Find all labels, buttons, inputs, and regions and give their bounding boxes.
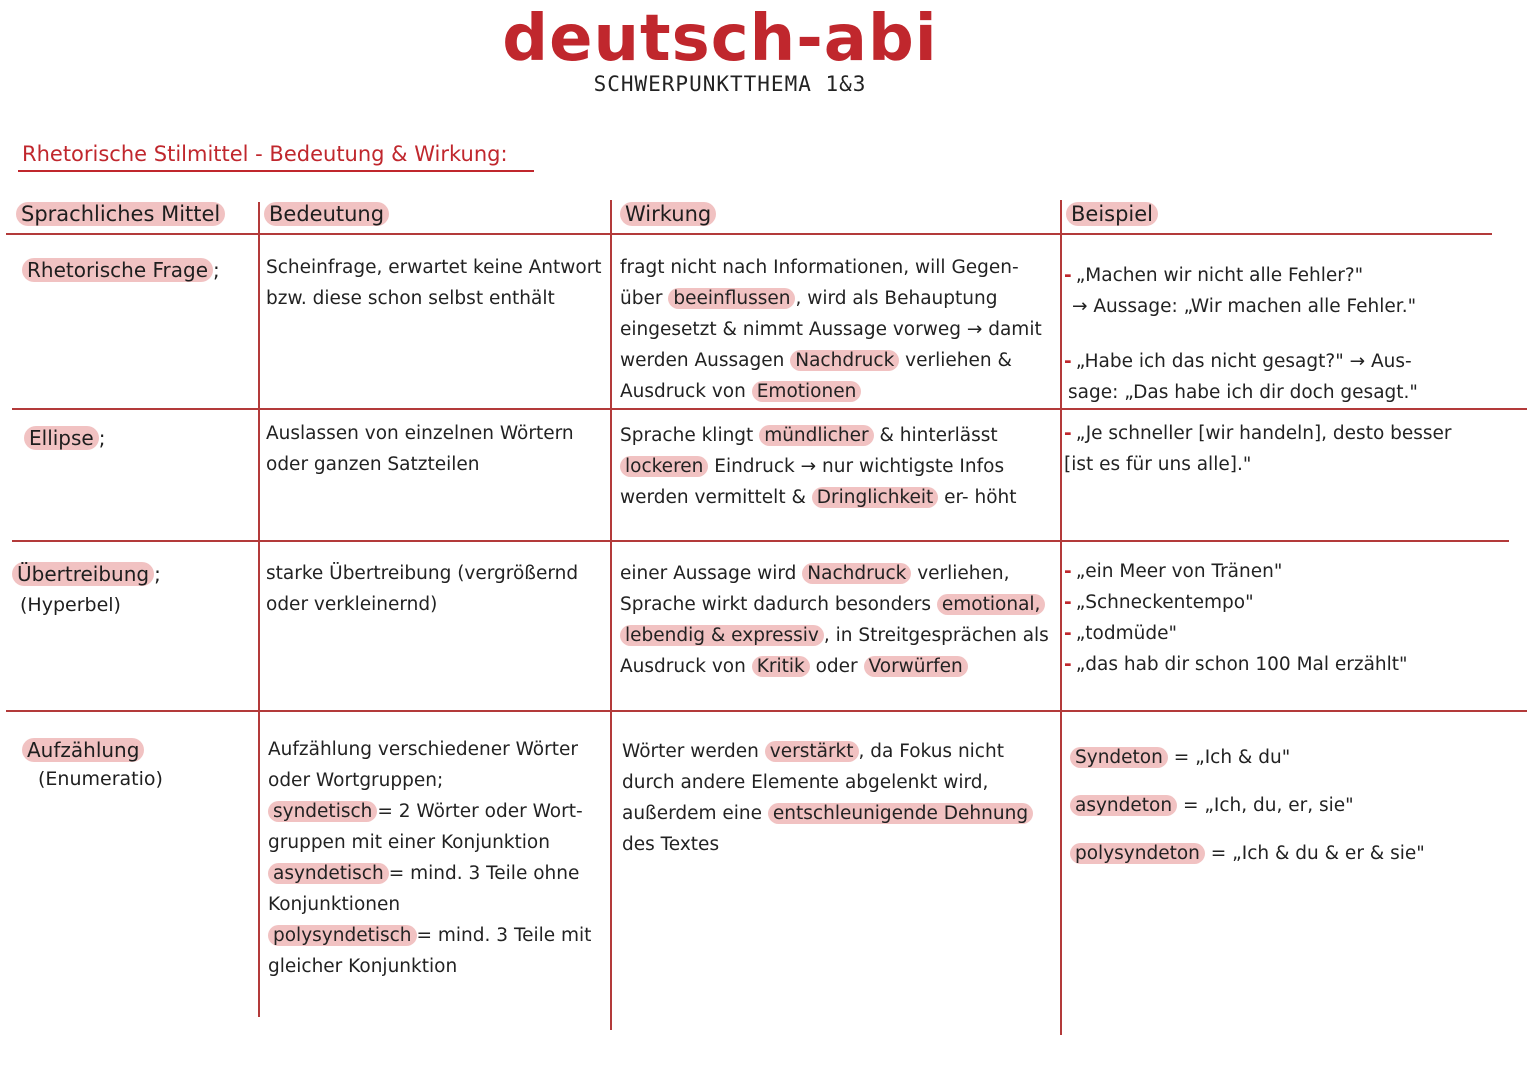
wirkung-text: , in Streitgesprächen als Ausdruck von [620, 625, 1049, 677]
bedeutung-highlight: syndetisch [268, 801, 377, 822]
grid-col-2 [610, 200, 612, 1030]
row-term [24, 424, 105, 452]
example-item: - „Schneckentempo" [1064, 592, 1254, 613]
wirkung-text: des Textes [622, 834, 720, 855]
term-suffix: ; [98, 426, 106, 450]
wirkung-highlight: entschleunigende Dehnung [768, 803, 1033, 824]
bedeutung-text: = 2 Wörter oder Wort- gruppen mit einer Konjunktion [268, 801, 583, 853]
example-item: - „Machen wir nicht alle Fehler?" [1064, 265, 1364, 286]
bedeutung-highlight: polysyndetisch [268, 925, 417, 946]
row-wirkung [620, 420, 1050, 513]
wirkung-text: verliehen & Ausdruck von [620, 350, 1012, 402]
wirkung-text: , wird als Behauptung eingesetzt & nimmt Aussage vorweg → damit werden Aussagen [620, 288, 1042, 371]
wirkung-highlight: beeinflussen [668, 288, 795, 309]
row-beispiel [1064, 260, 1524, 408]
wirkung-highlight: mündlicher [759, 425, 873, 446]
example-item: - „das hab dir schon 100 Mal erzählt" [1064, 654, 1408, 675]
grid-line-row3 [6, 710, 1527, 712]
row-wirkung [622, 736, 1052, 860]
row-beispiel [1070, 734, 1520, 878]
wirkung-highlight: Nachdruck [790, 350, 899, 371]
grid-col-1 [258, 202, 260, 1017]
example-item: - „todmüde" [1064, 623, 1177, 644]
example-item: - „Habe ich das nicht gesagt?" → Aus- [1064, 351, 1412, 372]
row-term-sub: (Hyperbel) [20, 594, 121, 616]
example-item: - „ein Meer von Tränen" [1064, 561, 1283, 582]
wirkung-text: Eindruck → nur wichtigste Infos werden vermittelt & [620, 456, 1005, 508]
grid-col-3 [1060, 200, 1062, 1035]
term-highlight: Rhetorische Frage [22, 258, 213, 282]
row-term [22, 736, 144, 764]
bedeutung-entry [268, 796, 598, 858]
example-item: sage: „Das habe ich dir doch gesagt." [1068, 382, 1418, 403]
example-item: Syndeton = „Ich & du" [1070, 734, 1520, 782]
row-beispiel [1064, 418, 1524, 480]
wirkung-text: er- höht [938, 487, 1017, 508]
row-wirkung [620, 252, 1054, 407]
example-item: → Aussage: „Wir machen alle Fehler." [1072, 296, 1417, 317]
wirkung-text: fragt nicht nach Informationen, will Gegen- über [620, 257, 1019, 309]
term-suffix: ; [213, 258, 220, 282]
page-subtitle: SCHWERPUNKTTHEMA 1&3 [593, 72, 867, 96]
row-term [12, 560, 161, 588]
wirkung-text: , da Fokus nicht durch andere Elemente abgelenkt wird, außerdem eine [622, 741, 1004, 824]
row-term [22, 256, 220, 284]
row-term-sub: (Enumeratio) [38, 768, 163, 790]
term-highlight: Übertreibung [12, 562, 154, 586]
row-beispiel [1064, 556, 1524, 680]
example-item: polysyndeton = „Ich & du & er & sie" [1070, 830, 1520, 878]
bedeutung-entry [268, 920, 598, 982]
bedeutung-text: = mind. 3 Teile ohne Konjunktionen [268, 863, 580, 915]
column-header-wirkung: Wirkung [620, 202, 716, 226]
wirkung-text: Wörter werden [622, 741, 765, 762]
row-wirkung [620, 558, 1052, 682]
wirkung-text: Sprache klingt [620, 425, 760, 446]
term-highlight: Aufzählung [22, 738, 144, 762]
wirkung-highlight: verstärkt [765, 741, 859, 762]
row-bedeutung: starke Übertreibung (vergrößernd oder verkleinernd) [266, 563, 579, 615]
section-heading: Rhetorische Stilmittel - Bedeutung & Wirkung: [22, 142, 508, 166]
row-bedeutung [268, 734, 598, 982]
bedeutung-highlight: asyndetisch [268, 863, 389, 884]
grid-line-header [6, 233, 1492, 235]
wirkung-highlight: emotional, lebendig & expressiv [620, 594, 1045, 646]
bedeutung-text: Aufzählung verschiedener Wörter oder Wortgruppen; [268, 739, 578, 791]
wirkung-highlight: Vorwürfen [864, 656, 968, 677]
example-item: - „Je schneller [wir handeln], desto besser [1064, 423, 1452, 444]
bedeutung-entry [268, 858, 598, 920]
wirkung-text: oder [809, 656, 864, 677]
example-item: asyndeton = „Ich, du, er, sie" [1070, 782, 1520, 830]
column-header-bedeutung: Bedeutung [264, 202, 389, 226]
heading-underline [18, 170, 534, 172]
wirkung-text: einer Aussage wird [620, 563, 803, 584]
bedeutung-text: = mind. 3 Teile mit gleicher Konjunktion [268, 925, 592, 977]
row-bedeutung: Scheinfrage, erwartet keine Antwort bzw. diese schon selbst enthält [266, 257, 602, 309]
term-suffix: ; [154, 562, 161, 586]
wirkung-highlight: Kritik [752, 656, 810, 677]
row-bedeutung: Auslassen von einzelnen Wörtern oder ganzen Satzteilen [266, 423, 574, 475]
grid-line-row2 [12, 540, 1509, 542]
wirkung-highlight: lockeren [620, 456, 708, 477]
wirkung-highlight: Dringlichkeit [812, 487, 938, 508]
column-header-beispiel: Beispiel [1066, 202, 1158, 226]
wirkung-highlight: Nachdruck [802, 563, 911, 584]
wirkung-highlight: Emotionen [752, 381, 862, 402]
term-highlight: Ellipse [24, 426, 99, 450]
wirkung-text: verliehen, Sprache wirkt dadurch besonders [620, 563, 1010, 615]
column-header-mittel: Sprachliches Mittel [16, 202, 225, 226]
page-title: deutsch-abi [502, 2, 938, 76]
grid-line-row1 [12, 408, 1527, 410]
example-item: [ist es für uns alle]." [1064, 454, 1252, 475]
wirkung-text: & hinterlässt [873, 425, 998, 446]
